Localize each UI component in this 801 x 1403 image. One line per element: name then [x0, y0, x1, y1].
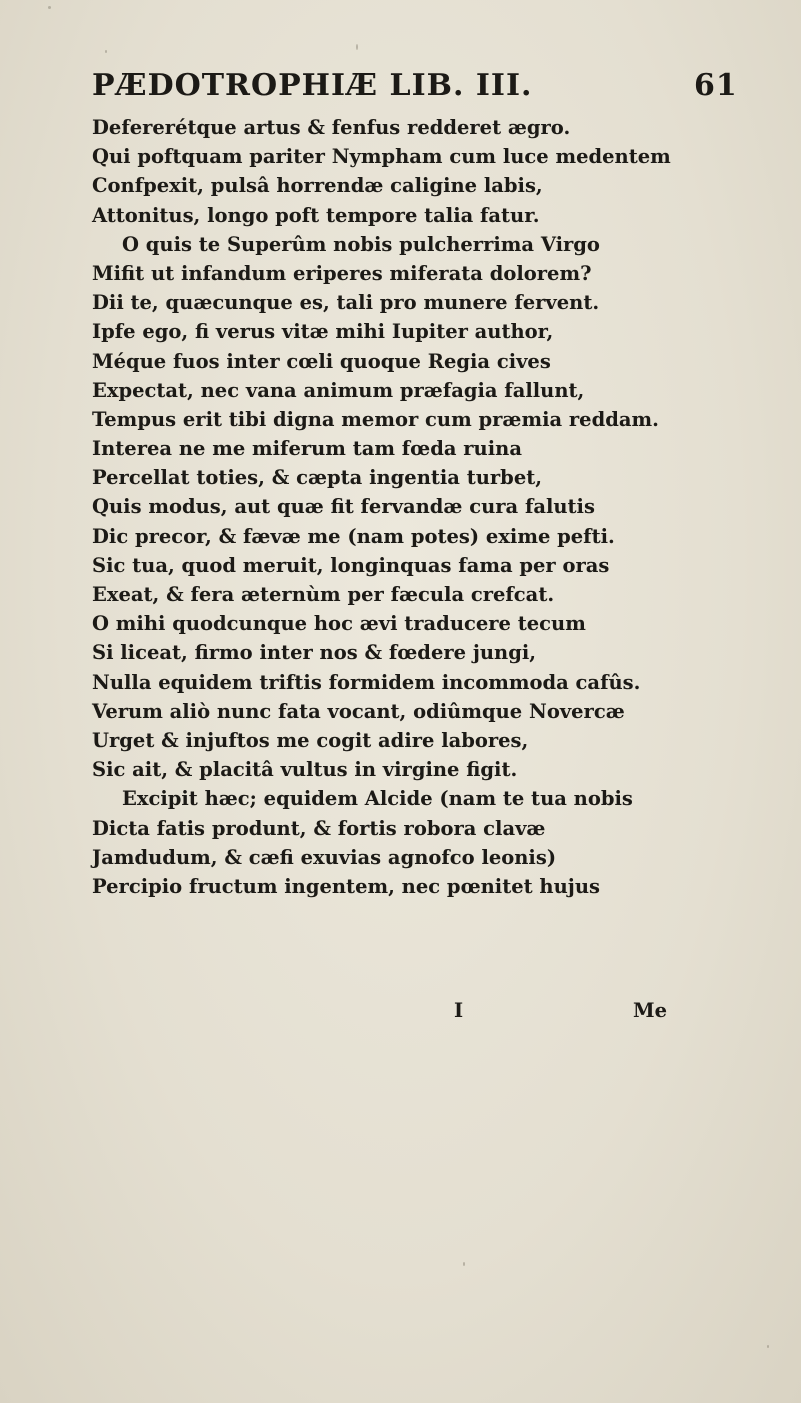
- paper-speck: [767, 1345, 769, 1348]
- verse-line: Nulla equidem triftis formidem incommoda cafûs.: [92, 670, 641, 694]
- paper-speck: [463, 1262, 465, 1266]
- verse-line: Exeat, & fera æternùm per fæcula crefcat.: [92, 583, 555, 606]
- verse-line: Percellat toties, & cæpta ingentia turbet,: [92, 466, 543, 490]
- verse-line: Méque fuos inter cœli quoque Regia cives: [92, 349, 551, 373]
- page-footer: [92, 999, 692, 1029]
- signature-mark: I: [454, 999, 464, 1022]
- verse-line: O quis te Superûm nobis pulcherrima Virgo: [122, 232, 600, 256]
- paper-speck: [48, 6, 51, 9]
- verse-line: O mihi quodcunque hoc ævi traducere tecum: [92, 612, 586, 636]
- verse-line: Sic ait, & placitâ vultus in virgine figit.: [92, 758, 518, 782]
- verse-line: Confpexit, pulsâ horrendæ caligine labis,: [92, 174, 543, 198]
- verse-line: Urget & injuftos me cogit adire labores,: [92, 728, 529, 752]
- verse-line: Percipio fructum ingentem, nec pœnitet hujus: [92, 874, 600, 898]
- verse-line: Tempus erit tibi digna memor cum præmia reddam.: [92, 407, 659, 431]
- running-title: PÆDOTROPHIÆ LIB. III.: [92, 68, 533, 103]
- verse-line: Sic tua, quod meruit, longinquas fama per oras: [92, 553, 610, 577]
- verse-line: Dii te, quæcunque es, tali pro munere fervent.: [92, 291, 600, 315]
- verse-line: Defererétque artus & fenfus redderet ægro.: [92, 116, 571, 139]
- verse-line: Qui poftquam pariter Nympham cum luce medentem: [92, 145, 671, 169]
- page-header: [92, 68, 792, 116]
- catchword: Me: [633, 999, 667, 1022]
- paper-speck: [356, 44, 358, 50]
- page-number: 61: [694, 68, 738, 103]
- verse-line: Verum aliò nunc fata vocant, odiûmque Novercæ: [92, 699, 625, 723]
- verse-line: Excipit hæc; equidem Alcide (nam te tua nobis: [122, 787, 633, 811]
- verse-line: Mifit ut infandum eriperes miferata dolorem?: [92, 261, 592, 285]
- verse-line: Attonitus, longo poft tempore talia fatur.: [92, 203, 540, 227]
- verse-line: Expectat, nec vana animum præfagia fallunt,: [92, 378, 585, 402]
- verse-line: Jamdudum, & cæfi exuvias agnofco leonis): [92, 845, 557, 869]
- verse-line: Quis modus, aut quæ fit fervandæ cura falutis: [92, 495, 595, 519]
- verse-line: Si liceat, firmo inter nos & fœdere jungi,: [92, 641, 537, 665]
- verse-line: Interea ne me miferum tam fœda ruina: [92, 437, 522, 461]
- verse-line: Dic precor, & fævæ me (nam potes) exime pefti.: [92, 524, 615, 548]
- paper-speck: [105, 50, 107, 53]
- poem-text: [92, 113, 782, 901]
- verse-line: Ipfe ego, fi verus vitæ mihi Iupiter author,: [92, 320, 554, 344]
- verse-line: Dicta fatis produnt, & fortis robora clavæ: [92, 816, 546, 840]
